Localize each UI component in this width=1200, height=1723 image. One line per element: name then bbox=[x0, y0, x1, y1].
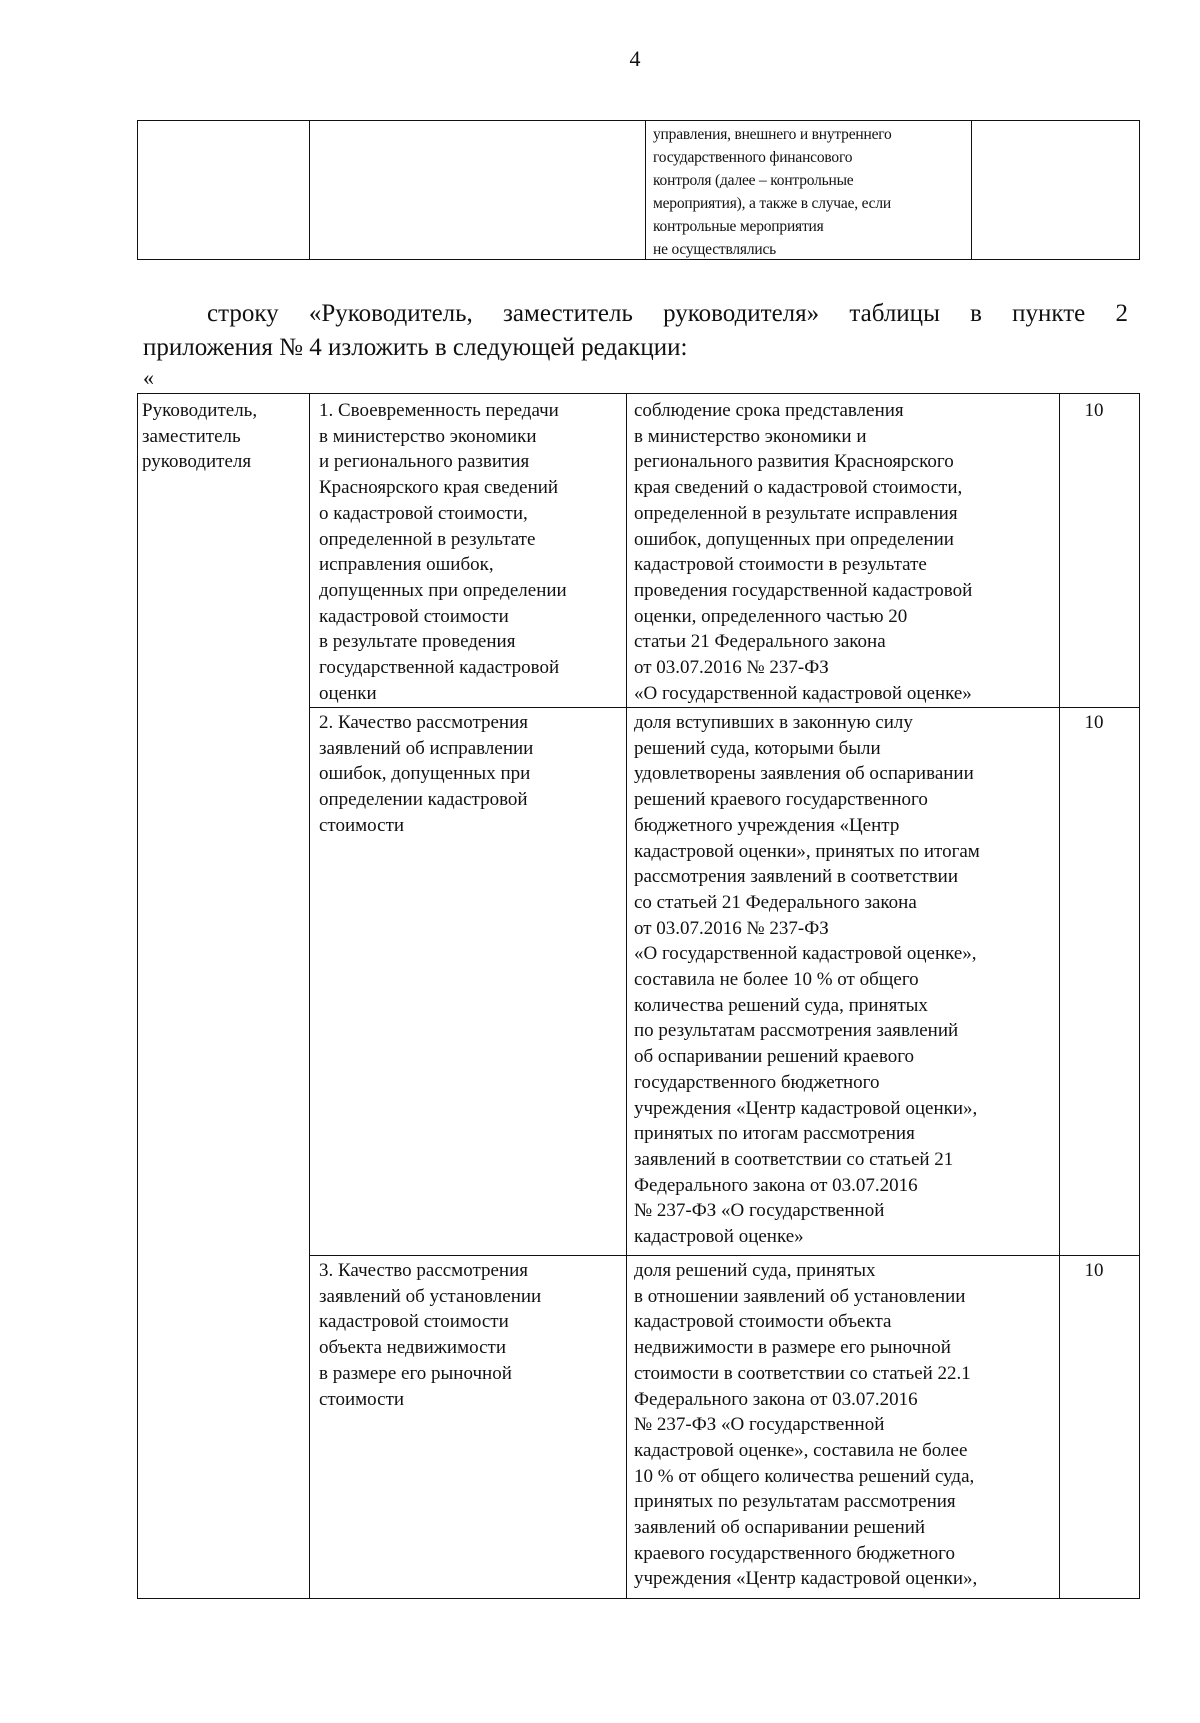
score-cell: 10 bbox=[1084, 1260, 1104, 1281]
text-line: объекта недвижимости bbox=[319, 1337, 507, 1359]
paragraph-line: приложения № 4 изложить в следующей редакции: bbox=[143, 334, 688, 361]
text-line: принятых по итогам рассмотрения bbox=[634, 1123, 915, 1145]
text-line: оценки, определенного частью 20 bbox=[634, 605, 908, 627]
table-column-divider bbox=[309, 394, 310, 1598]
table-row-divider bbox=[309, 1255, 1139, 1256]
text-line: № 237-ФЗ «О государственной bbox=[634, 1414, 885, 1436]
score-cell: 10 bbox=[1084, 712, 1104, 733]
table-column-divider bbox=[626, 394, 627, 1598]
text-line: контрольные мероприятия bbox=[653, 218, 824, 235]
paragraph-line: строку «Руководитель, заместитель руководителя» таблицы в пункте 2 bbox=[207, 300, 1128, 327]
text-line: не осуществлялись bbox=[653, 241, 777, 258]
text-line: доля вступивших в законную силу bbox=[634, 712, 913, 733]
text-line: по результатам рассмотрения заявлений bbox=[634, 1020, 959, 1042]
text-line: недвижимости в размере его рыночной bbox=[634, 1337, 951, 1359]
text-line: принятых по результатам рассмотрения bbox=[634, 1491, 956, 1513]
text-line: стоимости bbox=[319, 814, 405, 836]
text-line: заявлений об исправлении bbox=[319, 737, 534, 759]
criterion-cell bbox=[319, 710, 533, 839]
text-line: 3. Качество рассмотрения bbox=[319, 1260, 528, 1281]
table-column-divider bbox=[1059, 394, 1060, 1598]
text-line: от 03.07.2016 № 237-ФЗ bbox=[634, 657, 829, 679]
text-line: управления, внешнего и внутреннего bbox=[653, 126, 892, 143]
text-line: заявлений об установлении bbox=[319, 1285, 542, 1307]
indicator-cell bbox=[634, 1258, 977, 1592]
text-line: № 237-ФЗ «О государственной bbox=[634, 1200, 885, 1222]
text-line: в результате проведения bbox=[319, 631, 516, 653]
criteria-table bbox=[137, 393, 1140, 1599]
text-line: определенной в результате исправления bbox=[634, 502, 958, 524]
text-line: государственного финансового bbox=[653, 149, 853, 166]
text-line: 1. Своевременность передачи bbox=[319, 400, 559, 421]
text-line: ошибок, допущенных при определении bbox=[634, 528, 954, 550]
text-line: составила не более 10 % от общего bbox=[634, 969, 919, 991]
text-line: удовлетворены заявления об оспаривании bbox=[634, 763, 974, 785]
text-line: «О государственной кадастровой оценке» bbox=[634, 682, 972, 704]
position-cell bbox=[142, 398, 257, 475]
text-line: контроля (далее – контрольные bbox=[653, 172, 854, 189]
text-line: количества решений суда, принятых bbox=[634, 994, 928, 1016]
text-line: «О государственной кадастровой оценке», bbox=[634, 943, 977, 965]
opening-quote: « bbox=[143, 365, 154, 390]
text-line: и регионального развития bbox=[319, 451, 530, 473]
text-line: Федерального закона от 03.07.2016 bbox=[634, 1174, 918, 1196]
text-line: в отношении заявлений об установлении bbox=[634, 1285, 966, 1307]
text-line: государственного бюджетного bbox=[634, 1071, 880, 1093]
text-line: определенной в результате bbox=[319, 528, 536, 550]
score-cell: 10 bbox=[1084, 400, 1104, 421]
text-line: Федерального закона от 03.07.2016 bbox=[634, 1388, 918, 1410]
text-line: в размере его рыночной bbox=[319, 1362, 512, 1384]
text-line: руководителя bbox=[142, 451, 252, 473]
text-line: кадастровой оценки», принятых по итогам bbox=[634, 840, 980, 862]
text-line: от 03.07.2016 № 237-ФЗ bbox=[634, 917, 829, 939]
text-line: 10 % от общего количества решений суда, bbox=[634, 1465, 975, 1487]
criterion-cell bbox=[319, 1258, 541, 1412]
text-line: кадастровой стоимости bbox=[319, 605, 509, 627]
text-line: решений краевого государственного bbox=[634, 789, 928, 811]
text-line: регионального развития Красноярского bbox=[634, 451, 954, 473]
text-line: проведения государственной кадастровой bbox=[634, 579, 973, 601]
text-line: допущенных при определении bbox=[319, 579, 567, 601]
text-line: стоимости в соответствии со статьей 22.1 bbox=[634, 1362, 971, 1384]
text-line: 2. Качество рассмотрения bbox=[319, 712, 528, 733]
text-line: со статьей 21 Федерального закона bbox=[634, 891, 917, 913]
text-line: краевого государственного бюджетного bbox=[634, 1542, 955, 1564]
text-line: государственной кадастровой bbox=[319, 657, 560, 679]
table-column-divider bbox=[645, 121, 646, 259]
text-line: соблюдение срока представления bbox=[634, 400, 904, 421]
text-line: кадастровой стоимости объекта bbox=[634, 1311, 892, 1333]
page-number: 4 bbox=[629, 46, 641, 71]
text-line: заявлений об оспаривании решений bbox=[634, 1517, 926, 1539]
text-line: в министерство экономики bbox=[319, 425, 537, 447]
text-line: об оспаривании решений краевого bbox=[634, 1046, 915, 1068]
text-line: о кадастровой стоимости, bbox=[319, 502, 528, 524]
indicator-cell bbox=[634, 398, 972, 706]
text-line: бюджетного учреждения «Центр bbox=[634, 814, 900, 836]
text-line: стоимости bbox=[319, 1388, 405, 1410]
text-line: Красноярского края сведений bbox=[319, 477, 559, 499]
indicator-cell bbox=[634, 710, 980, 1250]
text-line: края сведений о кадастровой стоимости, bbox=[634, 477, 963, 499]
continuation-table bbox=[137, 120, 1140, 260]
text-line: учреждения «Центр кадастровой оценки», bbox=[634, 1568, 978, 1590]
text-line: определении кадастровой bbox=[319, 789, 528, 811]
text-line: заявлений в соответствии со статьей 21 bbox=[634, 1148, 954, 1170]
text-line: кадастровой оценке» bbox=[634, 1226, 804, 1248]
text-line: кадастровой оценке», составила не более bbox=[634, 1439, 968, 1461]
text-line: заместитель bbox=[142, 425, 241, 447]
table-column-divider bbox=[971, 121, 972, 259]
instruction-paragraph bbox=[143, 297, 1128, 365]
text-line: ошибок, допущенных при bbox=[319, 763, 531, 785]
continuation-cell-text bbox=[653, 123, 968, 261]
text-line: статьи 21 Федерального закона bbox=[634, 631, 886, 653]
text-line: доля решений суда, принятых bbox=[634, 1260, 876, 1281]
text-line: решений суда, которыми были bbox=[634, 737, 881, 759]
table-column-divider bbox=[309, 121, 310, 259]
text-line: учреждения «Центр кадастровой оценки», bbox=[634, 1097, 978, 1119]
text-line: в министерство экономики и bbox=[634, 425, 867, 447]
text-line: кадастровой стоимости в результате bbox=[634, 554, 927, 576]
table-row-divider bbox=[309, 707, 1139, 708]
text-line: кадастровой стоимости bbox=[319, 1311, 509, 1333]
text-line: мероприятия), а также в случае, если bbox=[653, 195, 891, 212]
text-line: Руководитель, bbox=[142, 400, 258, 421]
criterion-cell bbox=[319, 398, 567, 706]
text-line: исправления ошибок, bbox=[319, 554, 494, 576]
text-line: оценки bbox=[319, 682, 377, 704]
text-line: рассмотрения заявлений в соответствии bbox=[634, 866, 959, 888]
